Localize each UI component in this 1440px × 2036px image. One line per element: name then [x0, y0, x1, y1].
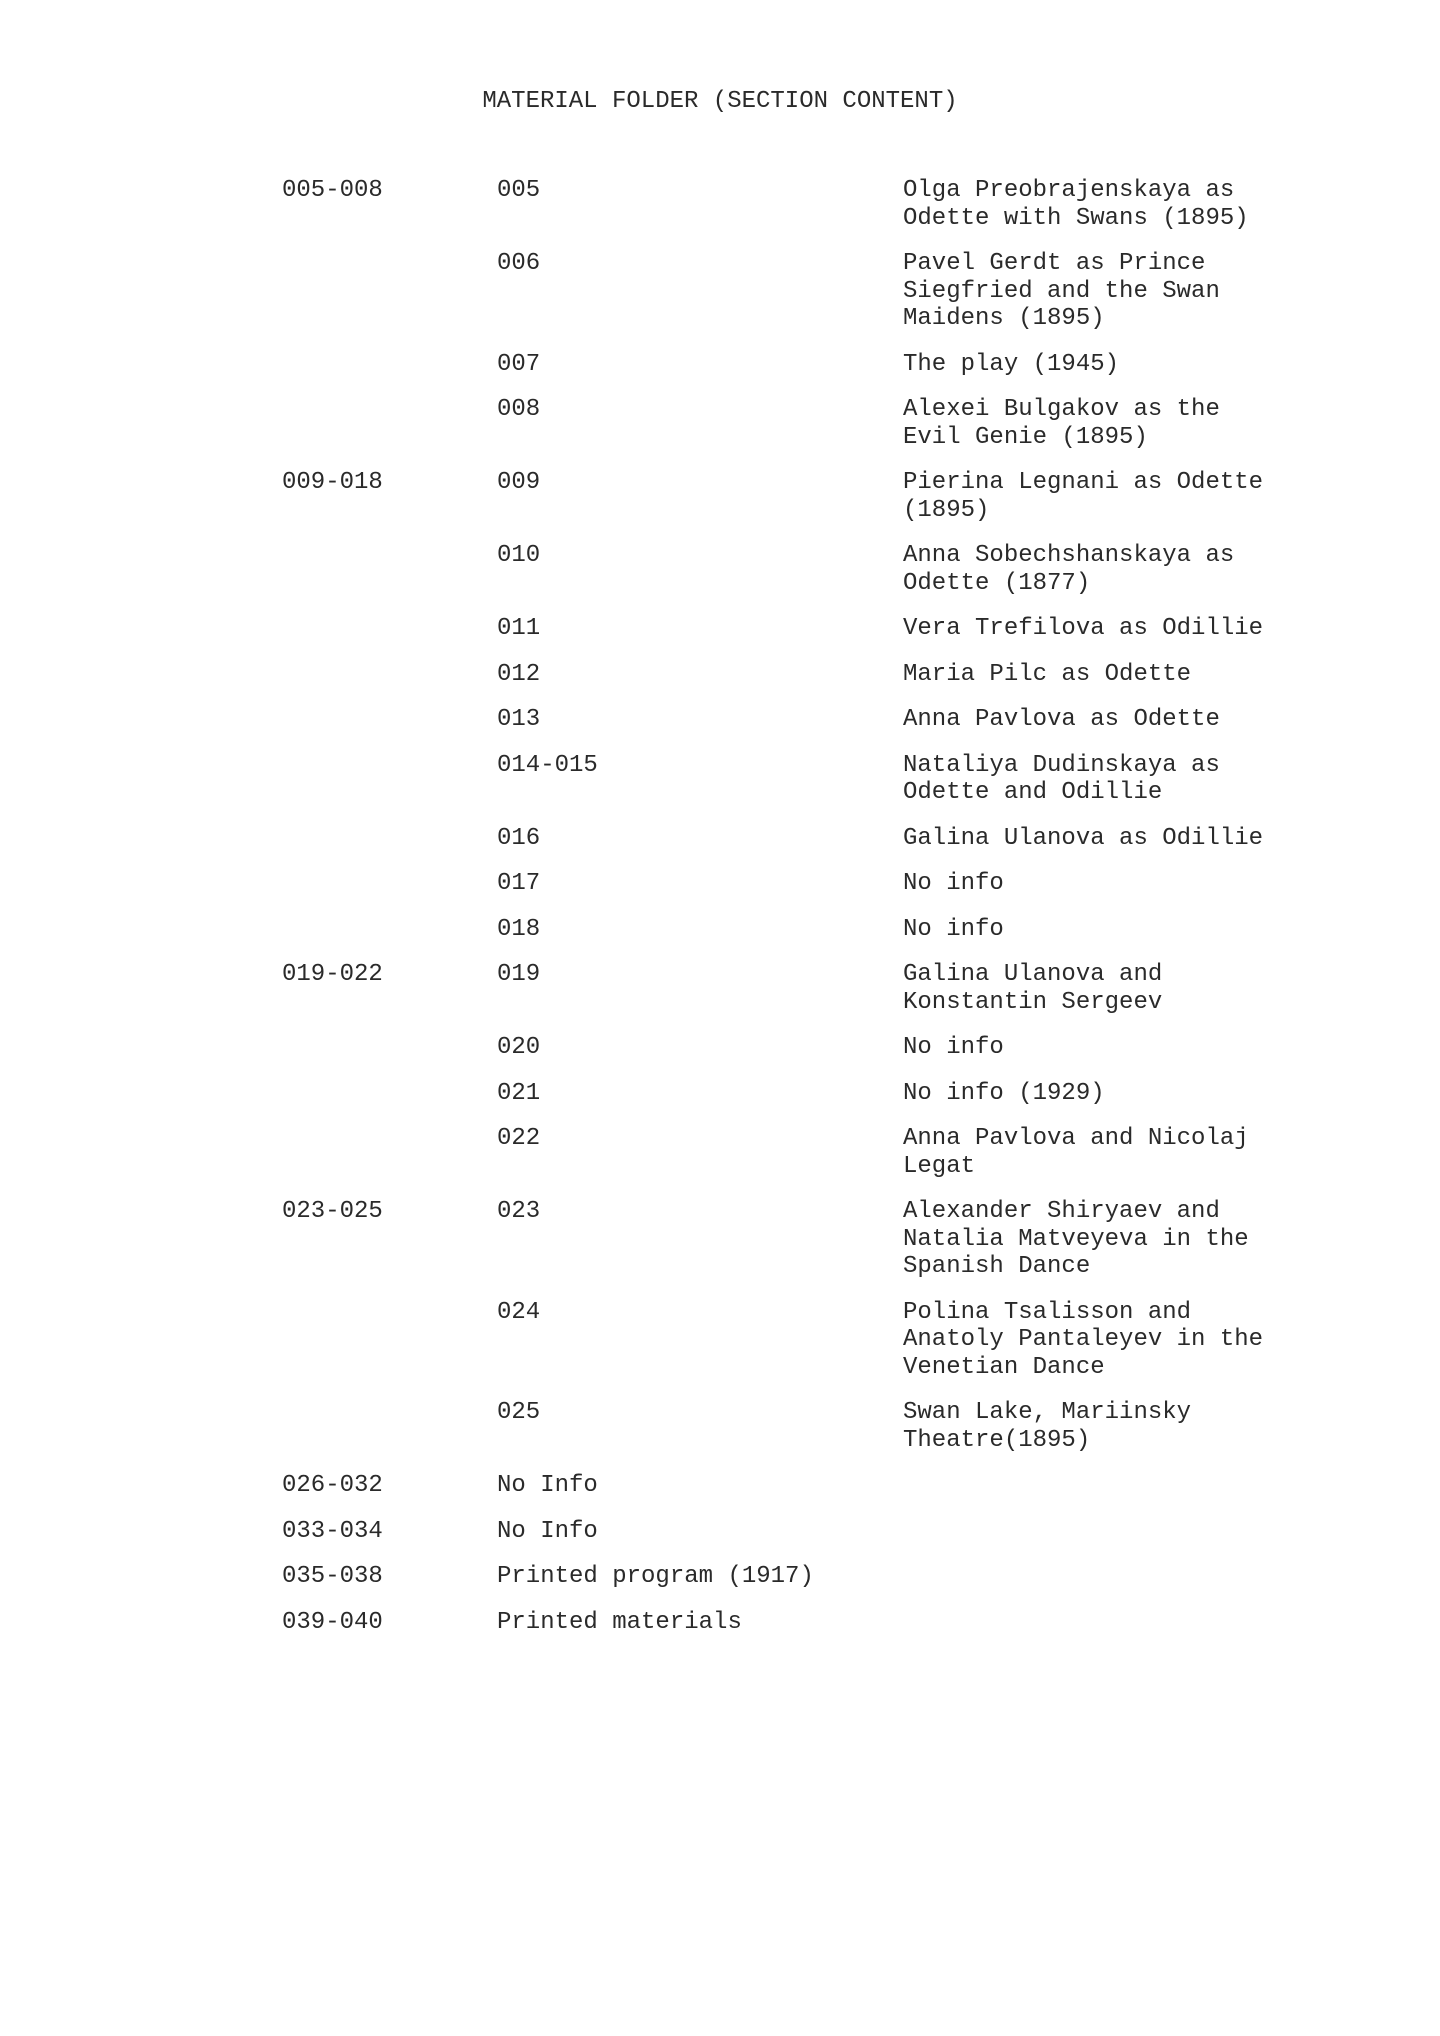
description-line: Anna Sobechshanskaya as — [903, 542, 1235, 569]
description-line: Maidens (1895) — [903, 305, 1105, 332]
description-line: Evil Genie (1895) — [903, 423, 1148, 451]
range-cell: 009-018 — [282, 469, 383, 496]
description-line: Alexander Shiryaev and — [903, 1198, 1220, 1225]
table-row — [0, 1563, 1440, 1591]
table-row — [0, 1034, 1440, 1062]
description-line: Olga Preobrajenskaya as — [903, 177, 1235, 204]
table-row — [0, 1518, 1440, 1546]
description-line: Galina Ulanova as Odillie — [903, 824, 1264, 852]
description-line: Legat — [903, 1152, 976, 1180]
description-line: Odette and Odillie — [903, 779, 1163, 806]
description-cell — [903, 177, 1440, 232]
description-line: Konstantin Sergeev — [903, 988, 1163, 1016]
content-table — [0, 177, 1440, 1654]
entry-cell: 016 — [497, 824, 541, 852]
description-line: Pavel Gerdt as Prince — [903, 250, 1206, 277]
entry-cell: 005 — [497, 177, 541, 204]
table-row — [0, 396, 1440, 451]
description-line: Anna Pavlova as Odette — [903, 706, 1220, 733]
entry-cell: 007 — [497, 350, 541, 378]
entry-cell: Printed materials — [497, 1608, 742, 1636]
description-cell — [903, 615, 1440, 643]
entry-cell: 025 — [497, 1399, 541, 1426]
table-row — [0, 825, 1440, 853]
table-row — [0, 661, 1440, 689]
description-line: Pierina Legnani as Odette — [903, 469, 1264, 496]
range-cell: 039-040 — [282, 1608, 383, 1636]
description-line: Spanish Dance — [903, 1253, 1091, 1280]
description-cell — [903, 961, 1440, 1016]
description-line: Galina Ulanova and — [903, 961, 1163, 988]
entry-cell: Printed program (1917) — [497, 1563, 814, 1590]
table-row — [0, 177, 1440, 232]
description-line: Vera Trefilova as Odillie — [903, 615, 1264, 642]
range-cell: 035-038 — [282, 1563, 383, 1590]
entry-cell: 020 — [497, 1034, 541, 1061]
entry-cell: 006 — [497, 250, 541, 277]
description-line: Odette with Swans (1895) — [903, 204, 1249, 232]
description-cell — [903, 351, 1440, 379]
table-row — [0, 1472, 1440, 1500]
range-cell: 033-034 — [282, 1517, 383, 1545]
entry-cell: 012 — [497, 660, 541, 688]
description-cell — [903, 1399, 1440, 1454]
table-row — [0, 1125, 1440, 1180]
description-line: Venetian Dance — [903, 1353, 1105, 1381]
entry-cell: No Info — [497, 1472, 598, 1499]
description-cell — [903, 706, 1440, 734]
table-row — [0, 870, 1440, 898]
description-cell — [903, 661, 1440, 689]
description-line: Siegfried and the Swan — [903, 277, 1220, 305]
table-row — [0, 615, 1440, 643]
description-cell — [903, 1299, 1440, 1382]
range-cell: 005-008 — [282, 177, 383, 204]
range-cell: 019-022 — [282, 961, 383, 988]
description-cell — [903, 1080, 1440, 1108]
description-line: No info — [903, 870, 1004, 897]
description-cell — [903, 916, 1440, 944]
description-line: Theatre(1895) — [903, 1426, 1091, 1454]
entry-cell: 013 — [497, 706, 541, 733]
description-line: Anna Pavlova and Nicolaj — [903, 1125, 1249, 1152]
entry-cell: No Info — [497, 1517, 598, 1545]
table-row — [0, 1198, 1440, 1281]
entry-cell: 019 — [497, 961, 541, 988]
table-row — [0, 469, 1440, 524]
table-row — [0, 706, 1440, 734]
table-row — [0, 250, 1440, 333]
description-line: Anatoly Pantaleyev in the — [903, 1326, 1264, 1353]
description-cell — [903, 542, 1440, 597]
table-row — [0, 1299, 1440, 1382]
table-row — [0, 1609, 1440, 1637]
entry-cell: 017 — [497, 870, 541, 897]
description-line: Odette (1877) — [903, 569, 1091, 597]
entry-cell: 018 — [497, 915, 541, 943]
description-line: Maria Pilc as Odette — [903, 660, 1192, 688]
table-row — [0, 542, 1440, 597]
entry-cell: 010 — [497, 542, 541, 569]
entry-cell: 023 — [497, 1198, 541, 1225]
page-title: MATERIAL FOLDER (SECTION CONTENT) — [482, 88, 958, 115]
table-row — [0, 1399, 1440, 1454]
entry-cell: 021 — [497, 1079, 541, 1107]
description-line: The play (1945) — [903, 350, 1120, 378]
description-line: Swan Lake, Mariinsky — [903, 1399, 1192, 1426]
description-cell — [903, 396, 1440, 451]
description-line: Alexei Bulgakov as the — [903, 396, 1220, 423]
entry-cell: 011 — [497, 615, 541, 642]
description-line: No info — [903, 915, 1004, 943]
entry-cell: 014-015 — [497, 751, 598, 779]
entry-cell: 009 — [497, 469, 541, 496]
entry-cell: 008 — [497, 396, 541, 423]
description-line: Nataliya Dudinskaya as — [903, 751, 1220, 779]
table-row — [0, 1080, 1440, 1108]
table-row — [0, 752, 1440, 807]
description-cell — [903, 1198, 1440, 1281]
entry-cell: 022 — [497, 1125, 541, 1152]
description-line: Polina Tsalisson and — [903, 1298, 1192, 1326]
description-line: No info — [903, 1034, 1004, 1061]
table-row — [0, 351, 1440, 379]
range-cell: 026-032 — [282, 1472, 383, 1499]
description-line: No info (1929) — [903, 1079, 1105, 1107]
description-cell — [903, 752, 1440, 807]
description-cell — [903, 250, 1440, 333]
description-cell — [903, 469, 1440, 524]
table-row — [0, 961, 1440, 1016]
entry-cell: 024 — [497, 1298, 541, 1326]
description-cell — [903, 870, 1440, 898]
description-line: (1895) — [903, 496, 990, 524]
table-row — [0, 916, 1440, 944]
description-cell — [903, 1034, 1440, 1062]
description-cell — [903, 1125, 1440, 1180]
description-cell — [903, 825, 1440, 853]
range-cell: 023-025 — [282, 1198, 383, 1225]
description-line: Natalia Matveyeva in the — [903, 1225, 1249, 1253]
